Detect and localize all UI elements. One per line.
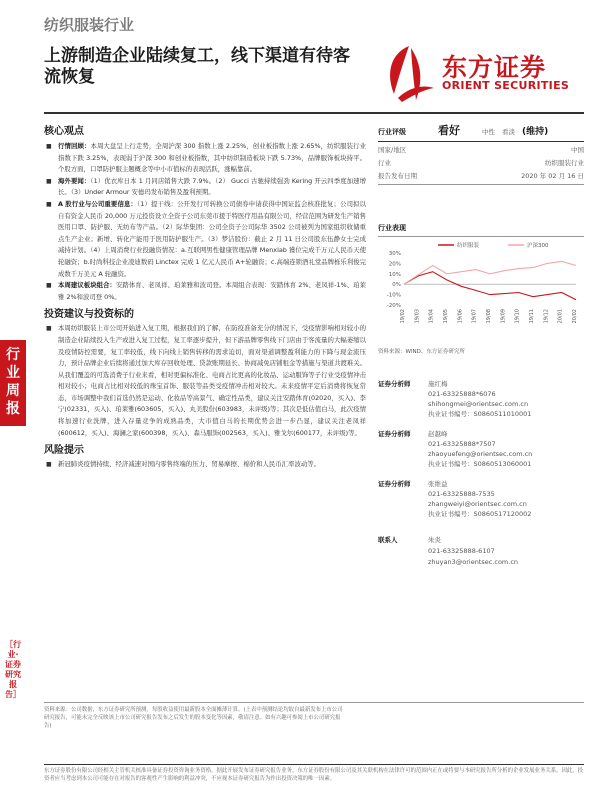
bullet-title: A 股行业与公司重要信息： (58, 199, 137, 208)
info-key: 行业 (378, 159, 391, 167)
x-tick-label: 19/11 (529, 309, 535, 324)
analyst-phone: 021-63325888-7535 (428, 490, 495, 498)
x-tick-label: 19/10 (514, 309, 521, 324)
rating-row (378, 122, 584, 142)
analyst-name: 赵越峰 (428, 430, 448, 438)
legend-label: 沪深300 (527, 243, 549, 249)
bullet-title: 本周建议板块组合： (58, 281, 116, 290)
analyst-block (378, 379, 584, 419)
info-row (378, 169, 584, 185)
analyst-list (378, 379, 584, 568)
analyst-role: 证券分析师 (378, 430, 411, 438)
analyst-name: 张维益 (428, 480, 448, 488)
logo-text-en: ORIENT SECURITIES (442, 79, 570, 92)
x-tick-label: 20/02 (572, 309, 578, 324)
info-value: 纺织服装行业 (545, 159, 584, 167)
report-category-tag: ［行业·证券研究报告］ (5, 640, 21, 699)
core-bullet (44, 141, 366, 176)
analyst-block (378, 479, 584, 519)
risk-heading: 风险提示 (44, 445, 84, 457)
logo-mark-icon (380, 44, 438, 104)
core-bullet (44, 176, 366, 199)
bullet-text: （1）提干线：公开发行可转换公司债券申请获得中国证监会核准批复；公司拟以自有资金人民币 20,000 万元投资设立全资子公司东莞市援于特医疗用品有限公司，经营范围为研发生产销售医用口罩、防护服、无纺布等产品。（2）际华集团：公司全资子公司际华 3502 公司被列为国家组织收储重点生产企业；新增、转化产能用于医用防护服生产。（3）梦洁股份：截止 2 月 11 日公司股东伍静女士完成减持计划。（4）上周消费行业投融资情况：a.互联网男性健康管理品牌 Menxlab 獲位完成千万元人民币天使轮融资；b.时尚科技企业凌迪数码 Linctex 完成 1 亿元人民币 A+轮融资；c.高端连锁酒礼堂品牌栎乐利俊完成数千万美元 A 轮融资。 (58, 199, 366, 278)
analyst-email[interactable]: zhaoyuefeng@orientsec.com.cn (428, 450, 533, 458)
bullet-text: 安踏体育、老凤祥、珀莱雅和波司登。本周组合表现：安踏体育 2%、老凤祥-1%、珀莱雅 2%和波司登 0%。 (58, 281, 366, 301)
x-tick-label: 19/12 (543, 309, 550, 324)
analyst-cert: 执业证书编号：S0860517120002 (428, 510, 532, 518)
analyst-phone: 021-63325888*6076 (428, 390, 496, 398)
bullet-text: 本周大盘呈上行走势，全周沪深 300 指数上涨 2.25%，创业板指数上涨 2.65%，纺织服装行业指数下跌 3.25%，表现弱于沪深 300 和创业板指数，其中纺织制造板块下跌 5.73%，品牌服饰板块持平。个股方面，口罩防护服主题概念等中小市值标的表现活跃，涨幅靠前。 (58, 142, 366, 174)
info-row (378, 156, 584, 169)
info-value: 2020 年 02 月 16 日 (521, 172, 584, 180)
x-tick-label: 19/09 (500, 309, 507, 324)
bullet-title: 海外要闻： (58, 176, 91, 185)
legend-label: 纺织服装 (457, 243, 480, 249)
y-tick-label: 10% (388, 271, 401, 278)
x-tick-label: 19/07 (471, 309, 478, 324)
core-heading: 核心观点 (44, 126, 84, 137)
series-line (404, 272, 576, 300)
info-key: 报告发布日期 (378, 172, 417, 180)
analyst-email[interactable]: zhangweiyi@orientsec.com.cn (428, 500, 527, 508)
disclaimer: 东方证券股份有限公司经相关主管机关核准具备证券投资咨询业务资格，据此开展发布证券研究报告业务。东方证券股份有限公司及其关联机构在法律许可的范围内正在或将要与本研究报告所分析的企业发展业务关系。因此，投资者应当考虑到本公司可能存在对报告的客观性产生影响的利益冲突，不应视本证券研究报告为作出投资决策的唯一因素。 (44, 768, 584, 782)
rating-value: 看好 (438, 124, 460, 137)
x-tick-label: 19/03 (414, 309, 421, 324)
y-tick-label: 30% (388, 251, 401, 257)
contact-name: 朱炎 (428, 536, 441, 544)
x-tick-label: 19/08 (486, 309, 492, 324)
chart-source: 资料来源：WIND、东方证券研究所 (378, 349, 465, 355)
analyst-block (378, 429, 584, 469)
analyst-phone: 021-63325888*7507 (428, 440, 496, 448)
invest-text: ■ 本周纺织服装上市公司开始进入复工期，根据我们的了解，在防疫准备充分的情况下，受疫情影响相对较小的制造企业陆续投入生产或进入复工过程，复工率逐步提升，但下游品牌零售线下门店由于客流量的大幅萎缩以及疫情防控需要，复工率较低，线下向线上销售转移的需求迫切，面对渠道调整盈利能力的下降与现金流压力，预计品牌企业后续将通过加大库存回收处理、贷款账期延长、协商减免店铺租金等措施与渠道共渡难关。从我们覆盖的可选消费子行业来看，相对更偏标准化、电商占比更高的化妆品、运动服饰等子行业受疫情冲击相对较小；电商占比相对较低的珠宝首饰、服装等品类受疫情冲击相对较大。未来疫情平定后消费将恢复常态，市场调整中我们首选仍然是运动、化妆品等高景气、确定性品类，建议关注安踏体育(02020，买入)、李宁(02331，买入)、珀莱雅(603605，买入)、丸美股份(603983，未评级)等；其次是低估值白马，此次疫情将加速行业洗牌，进入存量竞争的成熟品类，大市值白马的长期优势会进一步凸显，建议关注老凤祥(600612，买入)、海澜之家(600398，买入)、森马服饰(002563，买入)、雅戈尔(600177，未评级)等。 (44, 323, 366, 439)
analyst-email[interactable]: shihongmei@orientsec.com.cn (428, 400, 529, 408)
x-tick-label: 19/06 (457, 309, 464, 324)
core-bullet (44, 199, 366, 280)
report-type-badge (0, 340, 26, 426)
core-bullet (44, 280, 366, 303)
x-tick-label: 20/01 (557, 309, 564, 324)
contact-role: 联系人 (378, 536, 398, 544)
perf-chart (378, 239, 584, 345)
x-tick-label: 19/02 (400, 309, 406, 324)
bullet-text: （1）优衣库日本 1 月同店销售大跌 7.9%。（2） Gucci 古驰持续强劲 Kering 开云四季度加速增长。（3）Under Armour 安德玛发布销售及盈利预期。 (58, 176, 367, 197)
analyst-cert: 执业证书编号：S0860513060001 (428, 460, 532, 468)
header-divider (44, 112, 584, 114)
analyst-role: 证券分析师 (378, 480, 411, 488)
contact-phone: 021-63325888-6107 (428, 547, 495, 555)
bullet-title: 行情回顾： (58, 142, 91, 150)
contact-email[interactable]: zhuyan3@orientsec.com.cn (428, 558, 519, 566)
report-title: 上游制造企业陆续复工，线下渠道有待客流恢复 (44, 46, 350, 87)
y-tick-label: 20% (388, 261, 401, 268)
rating-scale-mid: 中性 (482, 128, 495, 136)
x-tick-label: 19/04 (428, 309, 435, 324)
y-tick-label: 0% (392, 282, 401, 289)
main-column (44, 122, 366, 471)
info-key: 国家/地区 (378, 146, 407, 154)
info-row (378, 142, 584, 156)
report-type-line1: 行业 (6, 347, 20, 381)
sector-label: 纺织服装行业 (44, 16, 135, 34)
side-column (378, 122, 584, 568)
perf-heading: 行业表现 (378, 223, 584, 237)
risk-text: ■ 新冠肺炎疫情持续、经济减速对国内零售终端的压力、贸易摩擦、棉价和人民币汇率波动等。 (44, 459, 366, 471)
x-tick-label: 19/05 (443, 309, 449, 324)
y-tick-label: -10% (386, 292, 401, 299)
disclaimer-divider (44, 764, 584, 765)
analyst-role: 证券分析师 (378, 380, 411, 388)
invest-heading: 投资建议与投资标的 (44, 309, 134, 321)
footnote: 资料来源：公司数据，东方证券研究所预测，每股收益使用最新股本全面摊薄计算。(上表中预测结论均取自最新发布上市公司研究报告，可能未完全反映该上市公司研究报告发布之后发生的股本变化等因素，敬请注意。如有兴趣可参阅上市公司研究报告) (44, 707, 343, 729)
footnote-divider (44, 702, 584, 703)
contact-block (378, 535, 584, 568)
rating-label: 行业评级 (378, 128, 406, 136)
analyst-name: 施红梅 (428, 380, 448, 388)
info-value: 中国 (571, 146, 584, 154)
logo-text-cn: 东方证券 (442, 53, 547, 82)
rating-maintain: (维持) (522, 127, 549, 137)
report-type-line2: 周报 (6, 383, 20, 417)
analyst-cert: 执业证书编号：S0860511010001 (428, 410, 532, 418)
y-tick-label: -20% (386, 303, 401, 309)
rating-scale-low: 看淡 (502, 128, 515, 136)
